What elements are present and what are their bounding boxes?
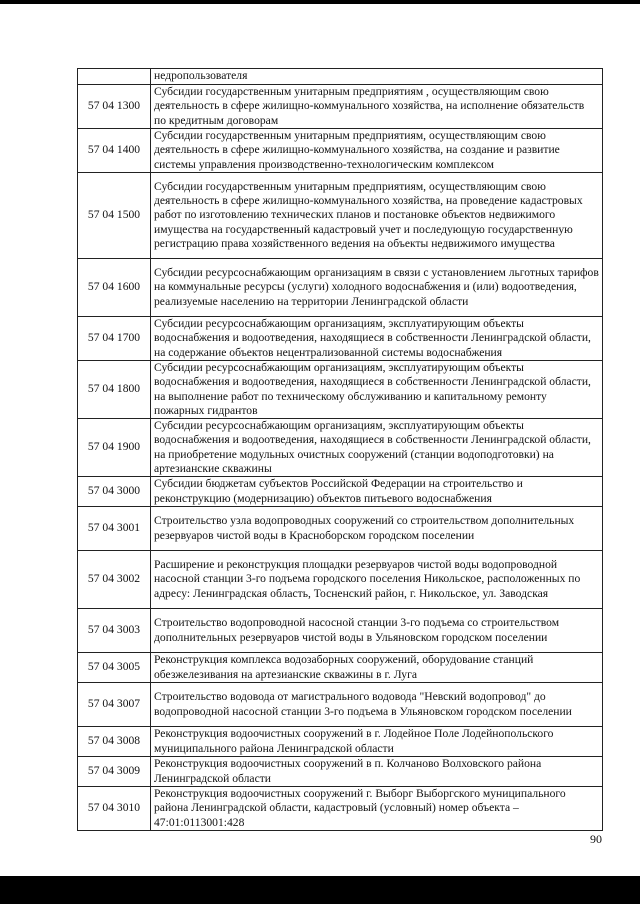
row-code: 57 04 3001 (78, 507, 151, 551)
row-description: Субсидии ресурсоснабжающим организациям, эксплуатирующим объекты водоснабжения и водоотведения, находящиеся в собственности Ленинградской области, на выполнение работ по техническому обслуживанию и капитальному ремонту пожарных гидрантов (151, 361, 603, 419)
row-description: Субсидии ресурсоснабжающим организациям в связи с установлением льготных тарифов на коммунальные ресурсы (услуги) холодного водоснабжения и (или) водоотведения, реализуемые населению на территории Ленинградской области (151, 259, 603, 317)
row-code: 57 04 3010 (78, 787, 151, 831)
row-code: 57 04 3008 (78, 727, 151, 757)
table-row (78, 419, 603, 477)
table-row (78, 361, 603, 419)
row-code: 57 04 1400 (78, 129, 151, 173)
row-description: Реконструкция комплекса водозаборных сооружений, оборудование станций обезжелезивания на артезианские скважины в г. Луга (151, 653, 603, 683)
row-code: 57 04 1700 (78, 317, 151, 361)
page-number: 90 (590, 832, 602, 846)
row-code (78, 69, 151, 85)
table-row (78, 85, 603, 129)
table-row (78, 683, 603, 727)
table-row (78, 477, 603, 507)
row-code: 57 04 3007 (78, 683, 151, 727)
row-code: 57 04 3003 (78, 609, 151, 653)
row-code: 57 04 3002 (78, 551, 151, 609)
row-description: Субсидии ресурсоснабжающим организациям, эксплуатирующим объекты водоснабжения и водоотведения, находящиеся в собственности Ленинградской области, на содержание объектов нецентрализованной системы водоснабжения (151, 317, 603, 361)
row-description: Субсидии государственным унитарным предприятиям, осуществляющим свою деятельность в сфере жилищно-коммунального хозяйства, на проведение кадастровых работ по изготовлению технических планов и постановке объектов недвижимого имущества на государственный кадастровый учет и последующую государственную регистрацию права хозяйственного ведения на объекты недвижимого имущества (151, 173, 603, 259)
row-description: недропользователя (151, 69, 603, 85)
row-description: Строительство узла водопроводных сооружений со строительством дополнительных резервуаров чистой воды в Красноборском городском поселении (151, 507, 603, 551)
table-row (78, 69, 603, 85)
row-description: Субсидии ресурсоснабжающим организациям, эксплуатирующим объекты водоснабжения и водоотведения, находящиеся в собственности Ленинградской области, на приобретение модульных очистных сооружений (станции водоподготовки) на артезианские скважины (151, 419, 603, 477)
row-description: Субсидии государственным унитарным предприятиям, осуществляющим свою деятельность в сфере жилищно-коммунального хозяйства, на создание и развитие системы управления производственно-технологическим комплексом (151, 129, 603, 173)
table-row (78, 787, 603, 831)
row-description: Субсидии бюджетам субъектов Российской Федерации на строительство и реконструкцию (модернизацию) объектов питьевого водоснабжения (151, 477, 603, 507)
row-code: 57 04 1800 (78, 361, 151, 419)
row-description: Субсидии государственным унитарным предприятиям , осуществляющим свою деятельность в сфере жилищно-коммунального хозяйства, на исполнение обязательств по кредитным договорам (151, 85, 603, 129)
table-row (78, 129, 603, 173)
row-code: 57 04 1500 (78, 173, 151, 259)
row-code: 57 04 1900 (78, 419, 151, 477)
table-row (78, 551, 603, 609)
row-code: 57 04 1300 (78, 85, 151, 129)
scan-border-bottom (0, 876, 640, 904)
row-code: 57 04 3009 (78, 757, 151, 787)
row-description: Строительство водопроводной насосной станции 3-го подъема со строительством дополнительных резервуаров чистой воды в Ульяновском городском поселении (151, 609, 603, 653)
table-row (78, 757, 603, 787)
table-row (78, 317, 603, 361)
row-code: 57 04 1600 (78, 259, 151, 317)
row-description: Расширение и реконструкция площадки резервуаров чистой воды водопроводной насосной станции 3-го подъема городского поселения Никольское, расположенных по адресу: Ленинградская область, Тосненский район, г. Никольское, ул. Заводская (151, 551, 603, 609)
row-description: Реконструкция водоочистных сооружений в г. Лодейное Поле Лодейнопольского муниципального района Ленинградской области (151, 727, 603, 757)
row-code: 57 04 3000 (78, 477, 151, 507)
table-row (78, 173, 603, 259)
row-description: Реконструкция водоочистных сооружений в п. Колчаново Волховского района Ленинградской области (151, 757, 603, 787)
budget-classification-table (77, 68, 603, 831)
table-row (78, 507, 603, 551)
table-row (78, 727, 603, 757)
row-code: 57 04 3005 (78, 653, 151, 683)
row-description: Реконструкция водоочистных сооружений г. Выборг Выборгского муниципального района Ленинградской области, кадастровый (условный) номер объекта – 47:01:0113001:428 (151, 787, 603, 831)
table-row (78, 259, 603, 317)
row-description: Строительство водовода от магистрального водовода "Невский водопровод" до водопроводной насосной станции 3-го подъема в Ульяновском городском поселении (151, 683, 603, 727)
table-row (78, 653, 603, 683)
table-row (78, 609, 603, 653)
scan-border-top (0, 0, 640, 4)
